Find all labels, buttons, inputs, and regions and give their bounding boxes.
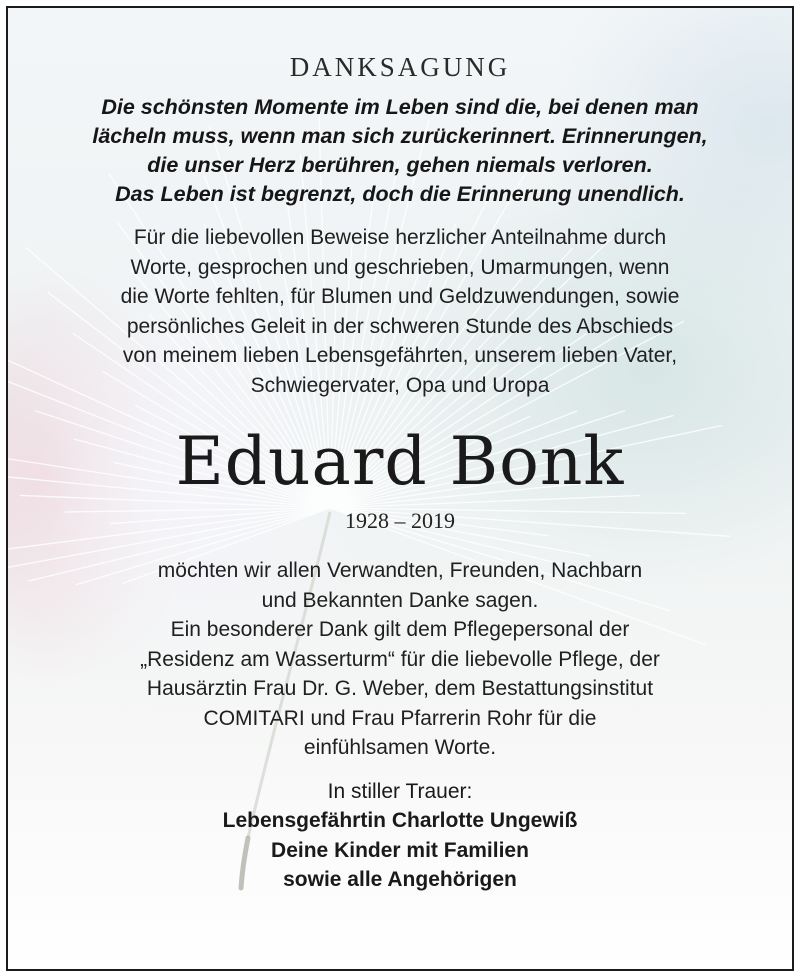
intro-line: Worte, gesprochen und geschrieben, Umarmungen, wenn: [130, 255, 670, 279]
deceased-name: Eduard Bonk: [175, 423, 625, 500]
mourner-line: Lebensgefährtin Charlotte Ungewiß: [222, 809, 578, 832]
quote-line: Das Leben ist begrenzt, doch die Erinnerung unendlich.: [115, 182, 685, 206]
notice-content: [8, 8, 792, 895]
intro-line: Für die liebevollen Beweise herzlicher Anteilnahme durch: [133, 226, 667, 249]
intro-line: persönliches Geleit in der schweren Stunde des Abschieds: [126, 314, 674, 338]
notice-heading: DANKSAGUNG: [289, 52, 511, 82]
quote-line: Die schönsten Momente im Leben sind die, bei denen man: [101, 95, 699, 119]
intro-line: die Worte fehlten, für Blumen und Geldzuwendungen, sowie: [120, 285, 680, 308]
mourners-signoff: [8, 777, 792, 895]
quote-line: die unser Herz berühren, gehen niemals verloren.: [147, 153, 653, 177]
intro-line: Schwiegervater, Opa und Uropa: [250, 373, 550, 397]
obituary-notice: [6, 6, 794, 971]
intro-paragraph: [8, 223, 792, 400]
thanks-line: einfühlsamen Worte.: [303, 736, 497, 759]
thanks-line: und Bekannten Danke sagen.: [261, 588, 539, 612]
intro-line: von meinem lieben Lebensgefährten, unserem lieben Vater,: [122, 344, 678, 367]
quote-line: lächeln muss, wenn man sich zurückerinnert. Erinnerungen,: [92, 124, 708, 148]
thanks-line: Hausärztin Frau Dr. G. Weber, dem Bestattungsinstitut: [146, 677, 654, 700]
thanks-paragraph: [8, 556, 792, 763]
mourner-line: sowie alle Angehörigen: [283, 868, 517, 891]
life-years: 1928 – 2019: [345, 508, 455, 533]
thanks-line: Ein besonderer Dank gilt dem Pflegepersonal der: [170, 618, 630, 641]
mourner-line: Deine Kinder mit Familien: [271, 838, 529, 862]
memorial-quote: [8, 93, 792, 209]
thanks-line: „Residenz am Wasserturm“ für die liebevolle Pflege, der: [140, 647, 660, 671]
thanks-line: COMITARI und Frau Pfarrerin Rohr für die: [203, 706, 597, 730]
mourning-intro: In stiller Trauer:: [327, 779, 473, 803]
thanks-line: möchten wir allen Verwandten, Freunden, Nachbarn: [157, 559, 643, 582]
